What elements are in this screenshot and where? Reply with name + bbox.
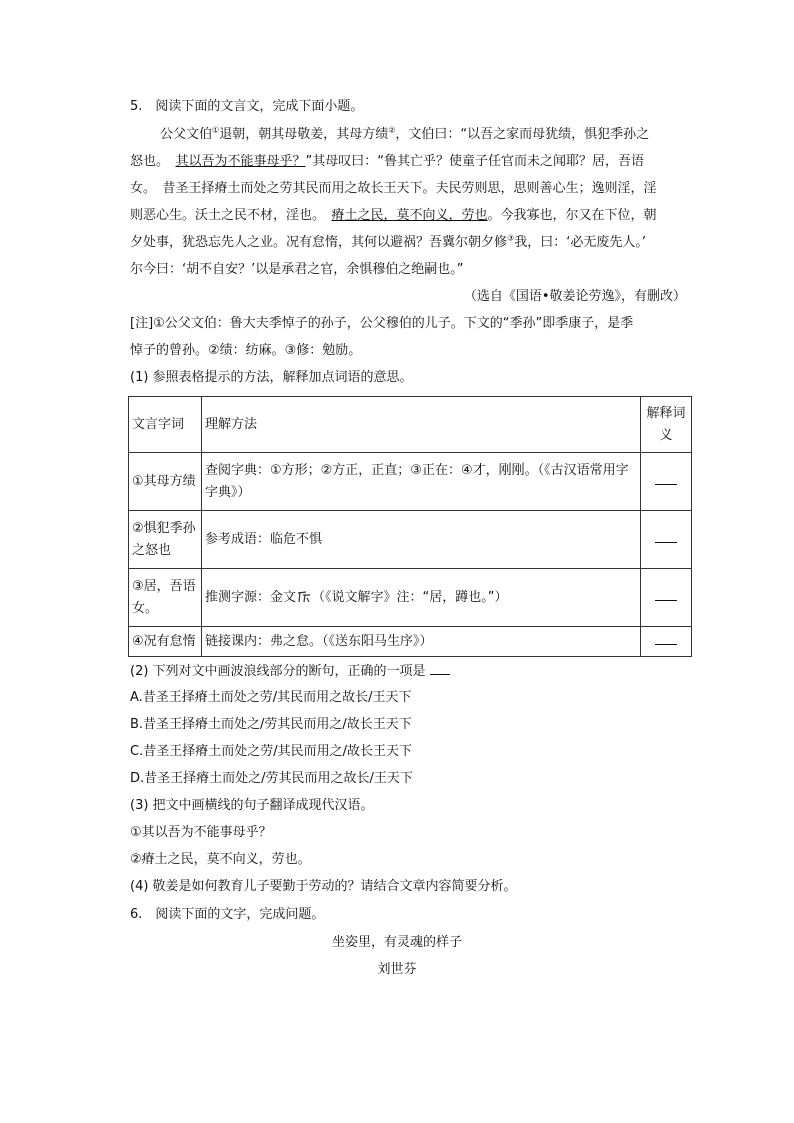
note-line-2: 悼子的曾孙。②绩：纺麻。③修：勉励。: [130, 343, 362, 358]
table-header-cell: 文言字词: [129, 397, 202, 453]
passage-line-2: 怒也。 其以吾为不能事母乎？”其母叹曰：“鲁其亡乎？使童子任官而未之闻耶？居，吾语: [130, 154, 645, 169]
table-row: [129, 511, 692, 569]
passage-line-4: 则恶心生。沃土之民不材，淫也。 瘠土之民，莫不向义，劳也。今我寡也，尔又在下位，朝: [130, 208, 657, 223]
passage-line-5: 夕处事，犹恐忘先人之业。况有怠惰，其何以避祸？吾冀尔朝夕修③我，曰：‘必无废先人。’: [130, 233, 646, 250]
answer-blank[interactable]: [641, 627, 692, 657]
answer-blank[interactable]: [641, 453, 692, 511]
subquestion-4: (4) 敬姜是如何教育儿子要勤于劳动的？请结合文章内容简要分析。: [130, 879, 517, 894]
article-author: 刘世芬: [377, 962, 417, 977]
answer-blank[interactable]: [641, 511, 692, 569]
subquestion-1: (1) 参照表格提示的方法，解释加点词语的意思。: [130, 370, 413, 385]
q6-heading: 6. 阅读下面的文字，完成问题。: [130, 907, 325, 922]
subquestion-3: (3) 把文中画横线的句子翻译成现代汉语。: [130, 798, 374, 813]
passage-line-3: 女。 昔圣王择瘠土而处之劳其民而用之故长王天下。夫民劳则思，思则善心生；逸则淫，淫: [130, 181, 657, 196]
q5-heading: 5. 阅读下面的文言文，完成下面小题。: [130, 99, 364, 114]
translation-item-2: ②瘠土之民，莫不向义，劳也。: [130, 852, 311, 867]
note-line-1: [注]①公父文伯：鲁大夫季悼子的孙子，公父穆伯的儿子。下文的“季孙”即季康子，是季: [130, 316, 634, 331]
answer-blank[interactable]: [430, 662, 450, 675]
underlined-sentence-1: 其以吾为不能事母乎？: [175, 154, 306, 169]
article-title: 坐姿里，有灵魂的样子: [331, 935, 462, 950]
table-method-cell: 参考成语：临危不惧: [202, 511, 641, 569]
vocab-table: [128, 396, 692, 657]
answer-blank[interactable]: [641, 569, 692, 627]
table-method-cell: 推测字源：金文 （《说文解字》注：“居，蹲也。”）: [202, 569, 641, 627]
table-header-cell: 理解方法: [202, 397, 641, 453]
table-word-cell: ②惧犯季孙之怒也: [129, 511, 202, 569]
table-method-cell: 查阅字典：①方形；②方正，正直；③正在：④才，刚刚。（《古汉语常用字字典》）: [202, 453, 641, 511]
table-header-row: [129, 397, 692, 453]
table-word-cell: ③居，吾语女。: [129, 569, 202, 627]
wavy-sentence: 昔圣王择瘠土而处之劳其民而用之故长王天下: [162, 181, 423, 196]
option-d: D.昔圣王择瘠土而处之/劳其民而用之故长/王天下: [130, 771, 413, 786]
subquestion-2: (2) 下列对文中画波浪线部分的断句，正确的一项是: [130, 662, 450, 681]
table-row: [129, 627, 692, 657]
table-row: [129, 453, 692, 511]
table-word-cell: ④况有怠惰: [129, 627, 202, 657]
underlined-sentence-2: 瘠土之民，莫不向义，劳也: [331, 208, 488, 223]
table-header-cell: 解释词义: [641, 397, 692, 453]
option-b: B.昔圣王择瘠土而处之/劳其民而用之/故长王天下: [130, 717, 412, 732]
source-citation: （选自《国语•敬姜论劳逸》，有删改）: [463, 289, 686, 304]
passage-line-6: 尔今曰：‘胡不自安？’以是承君之官，余惧穆伯之绝嗣也。”: [130, 262, 464, 277]
passage-line-1: 公父文伯①退朝，朝其母敬姜，其母方绩②，文伯曰：“以吾之家而母犹绩，惧犯季孙之: [160, 125, 650, 142]
option-a: A.昔圣王择瘠土而处之劳/其民而用之故长/王天下: [130, 690, 412, 705]
table-word-cell: ①其母方绩: [129, 453, 202, 511]
table-row: [129, 569, 692, 627]
translation-item-1: ①其以吾为不能事母乎？: [130, 825, 272, 840]
table-method-cell: 链接课内：弗之怠。（《送东阳马生序》）: [202, 627, 641, 657]
bronze-script-glyph-icon: [296, 590, 312, 604]
option-c: C.昔圣王择瘠土而处之劳/其民而用之/故长王天下: [130, 744, 412, 759]
